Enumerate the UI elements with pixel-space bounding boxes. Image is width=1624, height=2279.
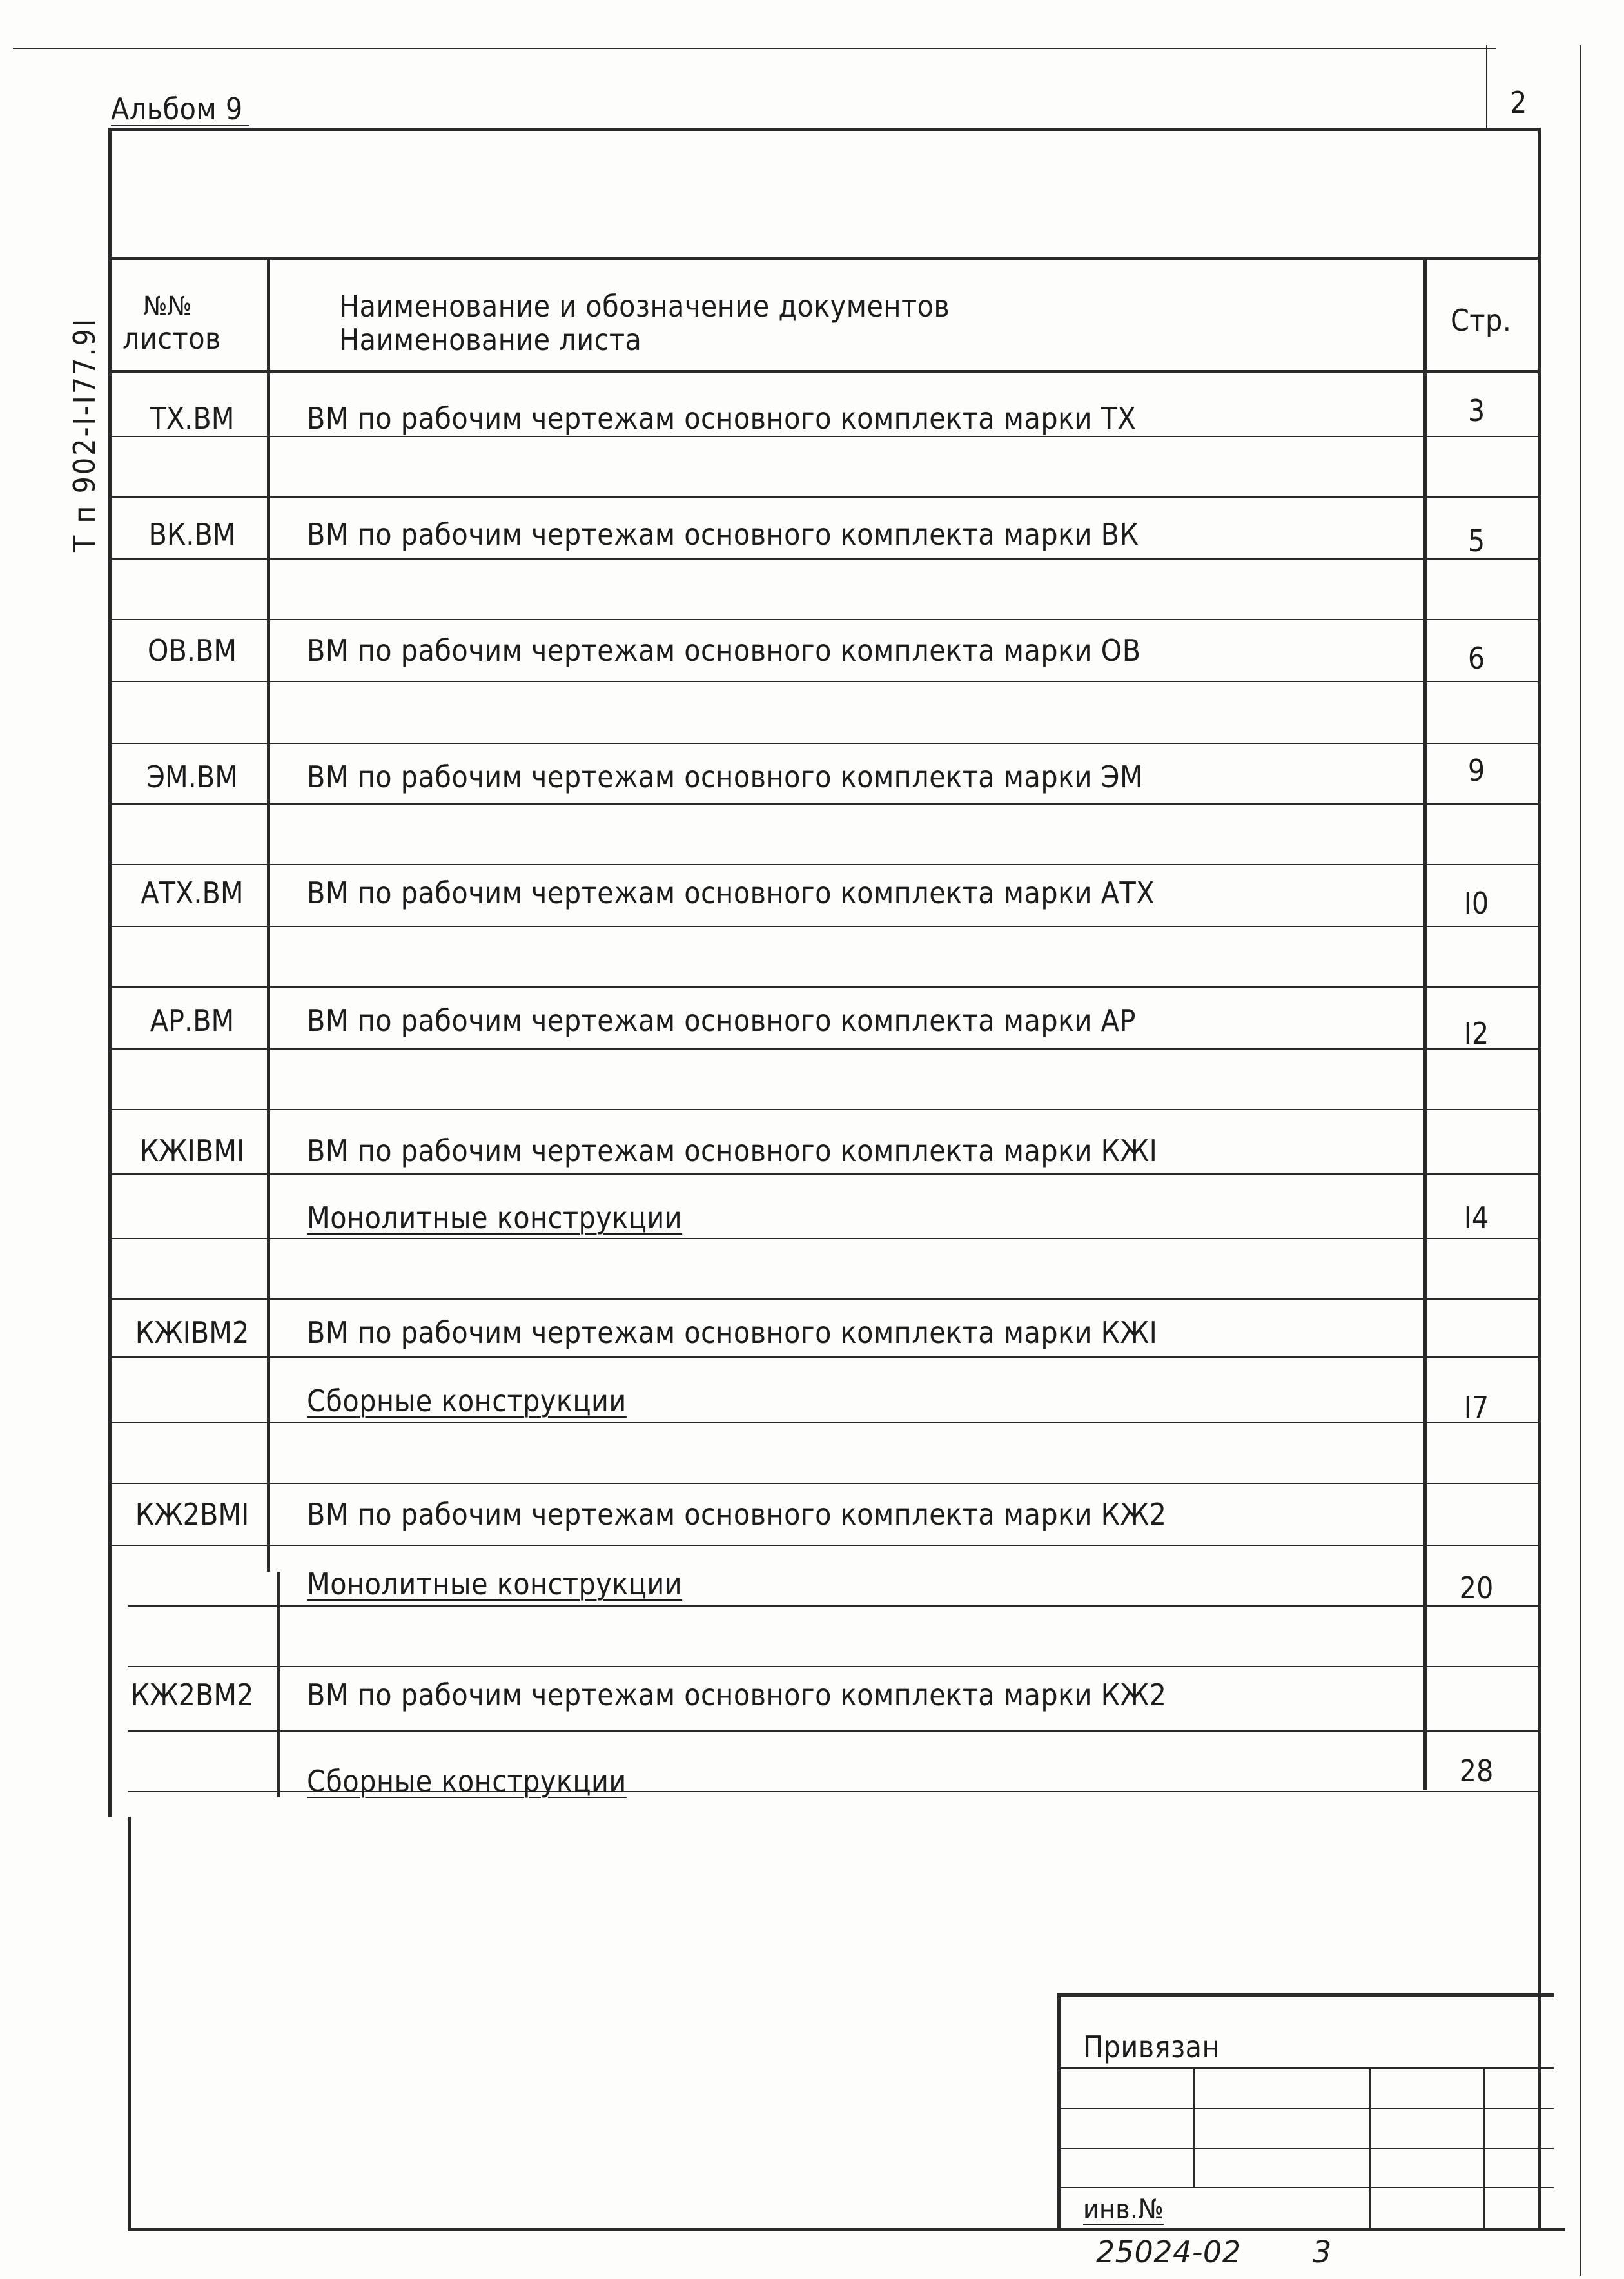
col-divider-page <box>1423 257 1427 1790</box>
frame-right <box>1538 128 1541 2231</box>
row-code: КЖ2ВМI <box>135 1497 249 1532</box>
stamp-col <box>1483 2067 1485 2228</box>
stamp-col <box>1369 2067 1371 2228</box>
row-page: 6 <box>1467 641 1485 676</box>
row-name: ВМ по рабочим чертежам основного комплекта марки КЖI <box>307 1133 1158 1168</box>
row-line <box>108 436 1540 437</box>
row-code: КЖ2ВМ2 <box>130 1677 254 1712</box>
stamp-inv-label: инв.№ <box>1083 2193 1164 2225</box>
row-name: ВМ по рабочим чертежам основного комплекта марки АР <box>307 1003 1136 1038</box>
album-underline <box>111 125 249 126</box>
row-line <box>108 1298 1540 1300</box>
inventory-suffix: 3 <box>1313 2235 1332 2269</box>
row-code: АР.ВМ <box>150 1003 235 1038</box>
row-line <box>108 1545 1540 1546</box>
header-name-line2: Наименование листа <box>339 322 642 357</box>
table-header-bottom-line <box>108 370 1540 373</box>
row-line <box>108 926 1540 927</box>
col-divider-code <box>267 257 270 1572</box>
row-page: 3 <box>1467 393 1485 428</box>
row-page: I7 <box>1463 1390 1489 1425</box>
stamp-col <box>1193 2067 1195 2187</box>
frame-left-top <box>108 128 112 1817</box>
row-line <box>108 864 1540 865</box>
stamp-line <box>1057 2148 1554 2149</box>
row-line <box>108 1109 1540 1110</box>
header-name-line1: Наименование и обозначение документов <box>339 289 950 324</box>
row-name: ВМ по рабочим чертежам основного комплекта марки ЭМ <box>307 759 1144 794</box>
stamp-line <box>1057 2108 1554 2109</box>
stamp-line <box>1057 2067 1554 2069</box>
row-line <box>108 743 1540 744</box>
row-line <box>108 1356 1540 1358</box>
col-divider-code-lower <box>277 1572 280 1797</box>
row-code: ВК.ВМ <box>148 517 236 552</box>
stamp-bound-label: Привязан <box>1083 2030 1220 2064</box>
row-page: 9 <box>1467 753 1485 788</box>
row-page: I0 <box>1463 886 1489 921</box>
table-top-line <box>108 257 1540 260</box>
right-edge-line <box>1580 45 1581 2276</box>
stamp-left <box>1057 1993 1061 2229</box>
row-line <box>108 1422 1540 1423</box>
row-code: ОВ.ВМ <box>147 633 237 668</box>
frame-bottom <box>128 2228 1565 2231</box>
row-page: I4 <box>1463 1200 1489 1235</box>
row-line <box>108 496 1540 498</box>
header-num-line2: листов <box>122 321 221 356</box>
row-line <box>108 681 1540 682</box>
row-page: I2 <box>1463 1016 1489 1051</box>
row-name: ВМ по рабочим чертежам основного комплекта марки АТХ <box>307 875 1155 910</box>
row-line <box>108 803 1540 805</box>
row-page: 28 <box>1459 1754 1494 1788</box>
row-line <box>128 1730 1540 1732</box>
row-name: ВМ по рабочим чертежам основного комплекта марки КЖI <box>307 1315 1158 1350</box>
album-label: Альбом 9 <box>111 92 243 126</box>
header-page: Стр. <box>1451 303 1512 338</box>
row-code: КЖIВМ2 <box>135 1315 249 1350</box>
row-line <box>108 619 1540 620</box>
inventory-number: 25024-02 <box>1096 2235 1242 2269</box>
row-line <box>108 986 1540 988</box>
row-code: АТХ.ВМ <box>141 875 244 910</box>
row-name: ВМ по рабочим чертежам основного комплекта марки КЖ2 <box>307 1677 1167 1712</box>
row-subname: Монолитные конструкции <box>307 1200 683 1235</box>
row-line <box>108 1048 1540 1050</box>
row-line <box>108 558 1540 560</box>
frame-left-bottom <box>128 1817 131 2231</box>
stamp-top <box>1057 1993 1554 1997</box>
row-subname: Сборные конструкции <box>307 1384 627 1418</box>
stamp-line <box>1057 2187 1554 2188</box>
row-line <box>128 1605 1540 1607</box>
sheet-number: 2 <box>1510 85 1527 120</box>
row-code: КЖIВМI <box>139 1133 245 1168</box>
row-code: ТХ.ВМ <box>150 401 235 436</box>
row-subname: Сборные конструкции <box>307 1764 627 1799</box>
row-code: ЭМ.ВМ <box>146 759 238 794</box>
side-document-code: Т п 902-I-I77.9I <box>67 317 102 552</box>
row-name: ВМ по рабочим чертежам основного комплекта марки ВК <box>307 517 1139 552</box>
row-name: ВМ по рабочим чертежам основного комплекта марки КЖ2 <box>307 1497 1167 1532</box>
row-name: ВМ по рабочим чертежам основного комплекта марки ОВ <box>307 633 1141 668</box>
top-edge-line <box>13 48 1496 49</box>
row-subname: Монолитные конструкции <box>307 1567 683 1601</box>
frame-top <box>108 128 1540 131</box>
row-line <box>108 1483 1540 1484</box>
sheet-number-box-left <box>1486 45 1487 129</box>
header-num-line1: №№ <box>143 291 192 321</box>
row-line <box>108 1238 1540 1239</box>
row-page: 5 <box>1467 523 1485 558</box>
row-page: 20 <box>1459 1570 1494 1605</box>
row-line <box>128 1666 1540 1667</box>
row-name: ВМ по рабочим чертежам основного комплекта марки ТХ <box>307 401 1137 436</box>
row-line <box>108 1173 1540 1175</box>
